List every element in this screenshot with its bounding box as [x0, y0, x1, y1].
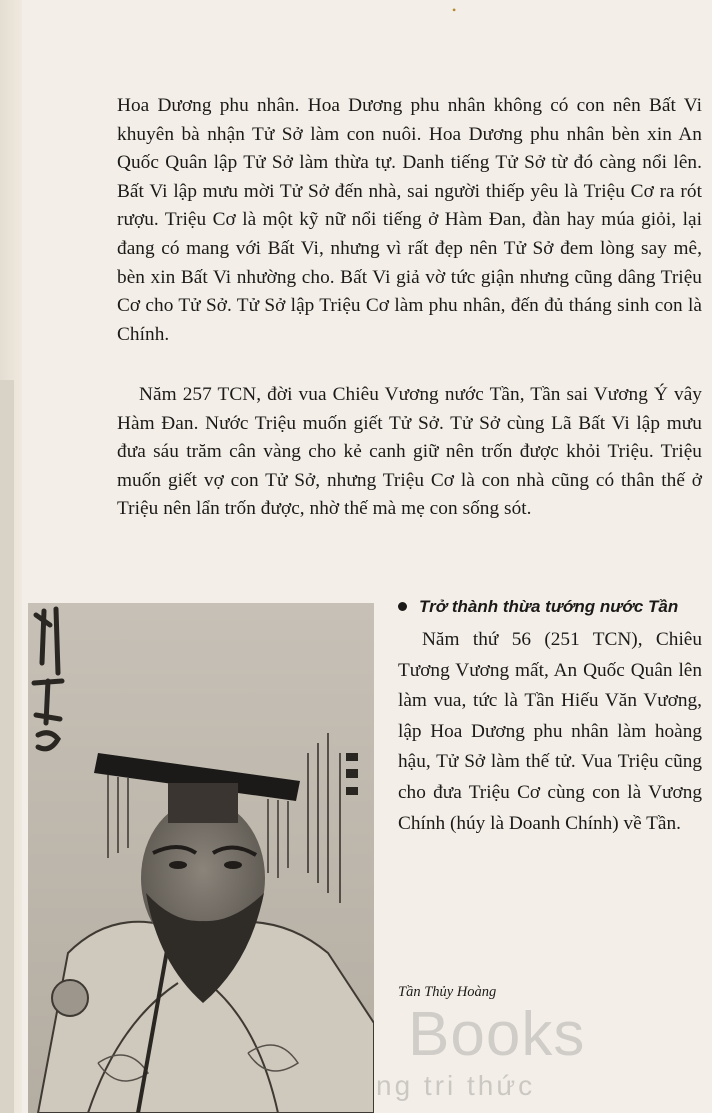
watermark-brand: Books: [408, 1000, 586, 1069]
section-heading: [398, 594, 708, 620]
body-paragraph-1: Hoa Dương phu nhân. Hoa Dương phu nhân không có con nên Bất Vi khuyên bà nhận Tử Sở làm con nuôi. Hoa Dương phu nhân bèn xin An Quốc Quân lập Tử Sở làm thừa tự. Danh tiếng Tử Sở từ đó càng nổi lên. Bất Vi lập mưu mời Tử Sở đến nhà, sai người thiếp yêu là Triệu Cơ ra rót rượu. Triệu Cơ là một kỹ nữ nổi tiếng ở Hàm Đan, đàn hay múa giỏi, lại đang có mang với Bất Vi, nhưng vì rất đẹp nên Tử Sở đem lòng say mê, bèn xin Bất Vi nhường cho. Bất Vi giả vờ tức giận nhưng cũng dâng Triệu Cơ cho Tử Sở. Tử Sở lập Triệu Cơ làm phu nhân, đến đủ tháng sinh con là Chính.: [117, 95, 702, 345]
body-paragraph-2: Năm 257 TCN, đời vua Chiêu Vương nước Tần, Tần sai Vương Ý vây Hàm Đan. Nước Triệu muốn giết Tử Sở. Tử Sở cùng Lã Bất Vi lập mưu đưa sáu trăm cân vàng cho kẻ canh giữ nên trốn được khỏi Triệu. Triệu muốn giết vợ con Tử Sở, nhưng Triệu Cơ là con nhà cũng có thân thế ở Triệu nên lẩn trốn được, nhờ thế mà mẹ con sống sót.: [117, 384, 702, 520]
page-binding-shadow: [0, 380, 14, 1113]
bullet-icon: [398, 602, 407, 611]
section-paragraph: Năm thứ 56 (251 TCN), Chiêu Tương Vương mất, An Quốc Quân lên làm vua, tức là Tần Hiếu Văn Vương, lập Hoa Dương phu nhân làm hoàng hậu, Tử Sở làm thế tử. Vua Triệu cũng cho đưa Triệu Cơ cùng con là Vương Chính (húy là Doanh Chính) về Tần.: [398, 629, 702, 834]
watermark-slogan: ng tri thức: [376, 1070, 536, 1101]
portrait-illustration: [28, 603, 374, 1113]
inscription-title: [346, 753, 358, 795]
portrait-figure: [28, 603, 374, 1113]
print-mark: •: [452, 3, 457, 17]
figure-caption: Tần Thủy Hoàng: [398, 984, 497, 1000]
section-heading-text: Trở thành thừa tướng nước Tần: [419, 597, 679, 616]
